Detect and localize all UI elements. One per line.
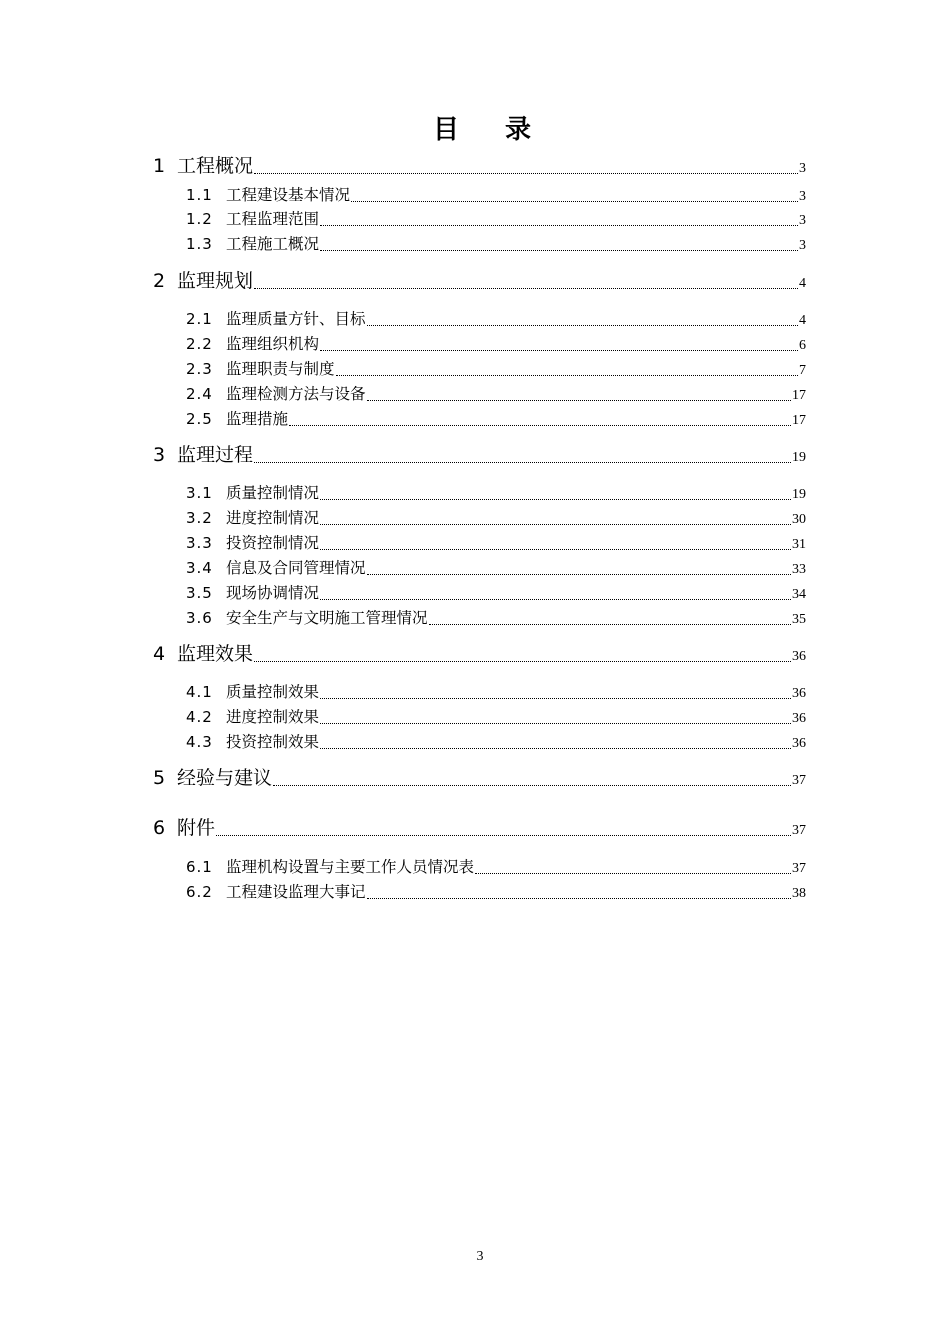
toc-entry-4-2[interactable]	[0, 703, 950, 729]
toc-entry-number: 3.1	[186, 484, 213, 502]
toc-entry-3-3[interactable]	[0, 529, 950, 555]
toc-entry-page: 30	[792, 512, 806, 527]
dot-leader	[216, 835, 791, 836]
toc-entry-page: 37	[792, 773, 806, 788]
footer-page-number: 3	[476, 1249, 484, 1264]
toc-entry-label: 监理组织机构	[226, 335, 320, 353]
toc-entry-3-4[interactable]	[0, 554, 950, 580]
dot-leader	[254, 173, 798, 174]
toc-entry-page: 6	[799, 338, 806, 353]
toc-entry-6-1[interactable]	[0, 853, 950, 879]
toc-entry-page: 3	[799, 238, 806, 253]
toc-entry-label: 安全生产与文明施工管理情况	[226, 609, 428, 627]
toc-entry-6[interactable]	[0, 815, 950, 841]
dot-leader	[320, 549, 791, 550]
toc-entry-page: 7	[799, 363, 806, 378]
toc-entry-number: 1	[153, 155, 166, 177]
toc-entry-page: 3	[799, 189, 806, 204]
toc-entry-label: 工程施工概况	[226, 235, 320, 253]
toc-entry-number: 1.3	[186, 235, 213, 253]
toc-entry-4-1[interactable]	[0, 678, 950, 704]
toc-entry-number: 3.2	[186, 509, 213, 527]
toc-entry-3-6[interactable]	[0, 604, 950, 630]
dot-leader	[367, 325, 798, 326]
toc-entry-number: 6.1	[186, 858, 213, 876]
toc-entry-number: 5	[153, 767, 166, 789]
toc-entry-label: 监理机构设置与主要工作人员情况表	[226, 858, 475, 876]
toc-entry-label: 监理职责与制度	[226, 360, 335, 378]
toc-entry-number: 1.1	[186, 186, 213, 204]
toc-entry-page: 3	[799, 161, 806, 176]
toc-entry-page: 33	[792, 562, 806, 577]
dot-leader	[475, 873, 791, 874]
toc-entry-page: 4	[799, 276, 806, 291]
toc-entry-4[interactable]	[0, 641, 950, 667]
toc-title	[0, 112, 950, 148]
toc-entry-3-2[interactable]	[0, 504, 950, 530]
toc-entry-number: 6	[153, 817, 166, 839]
toc-entry-page: 3	[799, 213, 806, 228]
toc-entry-3-1[interactable]	[0, 479, 950, 505]
dot-leader	[351, 201, 798, 202]
toc-entry-page: 37	[792, 823, 806, 838]
toc-entry-page: 35	[792, 612, 806, 627]
dot-leader	[273, 785, 791, 786]
toc-entry-number: 2.4	[186, 385, 213, 403]
toc-entry-label: 工程建设监理大事记	[226, 883, 366, 901]
toc-entry-number: 3.4	[186, 559, 213, 577]
toc-entry-2-4[interactable]	[0, 380, 950, 406]
toc-entry-1-3[interactable]	[0, 230, 950, 256]
toc-entry-label: 工程建设基本情况	[226, 186, 351, 204]
toc-entry-number: 2	[153, 270, 166, 292]
toc-entry-page: 36	[792, 686, 806, 701]
toc-entry-6-2[interactable]	[0, 878, 950, 904]
toc-entry-page: 38	[792, 886, 806, 901]
toc-entry-4-3[interactable]	[0, 728, 950, 754]
toc-entry-number: 4.1	[186, 683, 213, 701]
toc-entry-5[interactable]	[0, 765, 950, 791]
toc-title-char-2: 录	[505, 115, 532, 145]
toc-entry-label: 工程监理范围	[226, 210, 320, 228]
dot-leader	[289, 425, 791, 426]
dot-leader	[320, 350, 798, 351]
toc-entry-label: 附件	[177, 817, 216, 839]
toc-entry-label: 质量控制效果	[226, 683, 320, 701]
dot-leader	[367, 898, 791, 899]
dot-leader	[254, 661, 791, 662]
toc-entry-page: 19	[792, 487, 806, 502]
toc-entry-label: 监理质量方针、目标	[226, 310, 366, 328]
dot-leader	[254, 462, 791, 463]
dot-leader	[320, 698, 791, 699]
dot-leader	[336, 375, 798, 376]
toc-entry-page: 37	[792, 861, 806, 876]
toc-entry-number: 3	[153, 444, 166, 466]
toc-entry-2-1[interactable]	[0, 305, 950, 331]
toc-entry-label: 投资控制效果	[226, 733, 320, 751]
toc-entry-1-2[interactable]	[0, 205, 950, 231]
toc-entry-number: 1.2	[186, 210, 213, 228]
toc-entry-number: 2.1	[186, 310, 213, 328]
toc-entry-label: 监理规划	[177, 270, 254, 292]
dot-leader	[320, 250, 798, 251]
toc-entry-page: 31	[792, 537, 806, 552]
toc-entry-number: 3.6	[186, 609, 213, 627]
toc-entry-page: 36	[792, 711, 806, 726]
toc-entry-2-5[interactable]	[0, 405, 950, 431]
toc-entry-2[interactable]	[0, 268, 950, 294]
toc-entry-label: 质量控制情况	[226, 484, 320, 502]
toc-title-char-1: 目	[432, 115, 459, 145]
toc-entry-label: 信息及合同管理情况	[226, 559, 366, 577]
toc-entry-3[interactable]	[0, 442, 950, 468]
toc-entry-number: 6.2	[186, 883, 213, 901]
toc-entry-page: 36	[792, 736, 806, 751]
toc-entry-number: 3.5	[186, 584, 213, 602]
toc-entry-page: 34	[792, 587, 806, 602]
toc-entry-label: 进度控制效果	[226, 708, 320, 726]
toc-entry-number: 4.3	[186, 733, 213, 751]
toc-entry-number: 3.3	[186, 534, 213, 552]
toc-entry-label: 监理过程	[177, 444, 254, 466]
toc-entry-number: 4	[153, 643, 166, 665]
toc-entry-label: 监理措施	[226, 410, 289, 428]
toc-entry-number: 4.2	[186, 708, 213, 726]
toc-entry-page: 19	[792, 450, 806, 465]
toc-entry-label: 工程概况	[177, 155, 254, 177]
dot-leader	[320, 748, 791, 749]
dot-leader	[320, 723, 791, 724]
toc-entry-label: 进度控制情况	[226, 509, 320, 527]
dot-leader	[320, 599, 791, 600]
dot-leader	[254, 288, 798, 289]
toc-entry-number: 2.3	[186, 360, 213, 378]
toc-entry-label: 投资控制情况	[226, 534, 320, 552]
toc-entry-number: 2.5	[186, 410, 213, 428]
toc-entry-page: 17	[792, 413, 806, 428]
toc-entry-page: 17	[792, 388, 806, 403]
toc-entry-label: 监理检测方法与设备	[226, 385, 366, 403]
dot-leader	[320, 499, 791, 500]
dot-leader	[367, 400, 791, 401]
toc-entry-1-1[interactable]	[0, 181, 950, 207]
dot-leader	[429, 624, 791, 625]
dot-leader	[320, 225, 798, 226]
toc-entry-2-3[interactable]	[0, 355, 950, 381]
dot-leader	[320, 524, 791, 525]
toc-entry-3-5[interactable]	[0, 579, 950, 605]
toc-entry-page: 4	[799, 313, 806, 328]
toc-entry-label: 现场协调情况	[226, 584, 320, 602]
toc-entry-page: 36	[792, 649, 806, 664]
toc-entry-number: 2.2	[186, 335, 213, 353]
toc-entry-1[interactable]	[0, 153, 950, 179]
toc-entry-2-2[interactable]	[0, 330, 950, 356]
toc-entry-label: 监理效果	[177, 643, 254, 665]
dot-leader	[367, 574, 791, 575]
toc-entry-label: 经验与建议	[177, 767, 273, 789]
